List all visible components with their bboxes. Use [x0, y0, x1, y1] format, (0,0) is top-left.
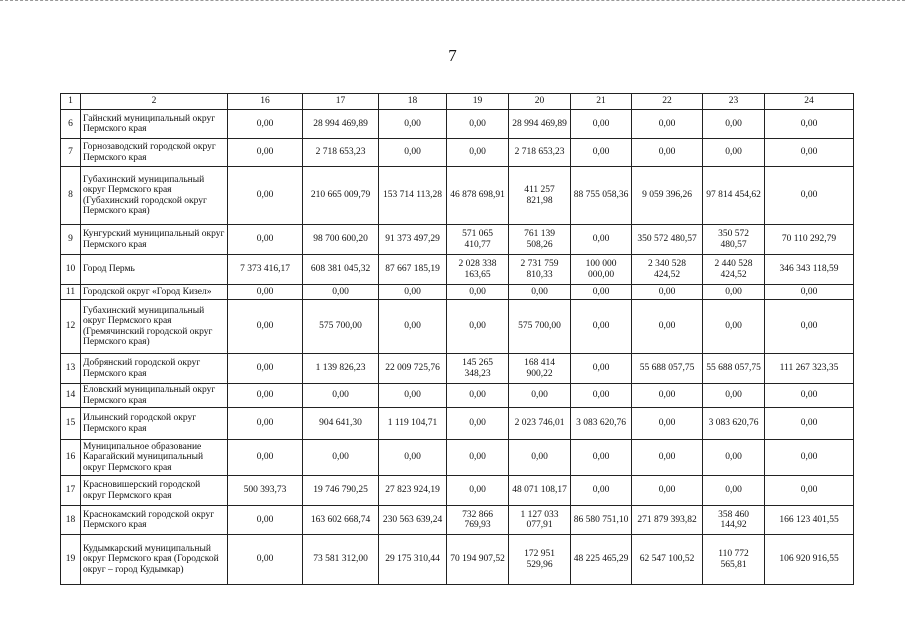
- table-row: [61, 285, 854, 300]
- value-col-21: 86 580 751,10: [571, 506, 632, 535]
- value-col-18: 0,00: [379, 384, 447, 408]
- table-row: [61, 167, 854, 225]
- value-col-18: 230 563 639,24: [379, 506, 447, 535]
- value-col-23: 97 814 454,62: [703, 167, 765, 225]
- header-cell: 17: [303, 94, 379, 110]
- municipality-name: Губахинский муниципальный округ Пермского края (Гремячинский городской округ Пермского края): [81, 300, 228, 354]
- value-col-20: 0,00: [509, 285, 571, 300]
- row-number: 8: [61, 167, 81, 225]
- municipality-name: Кудымкарский муниципальный округ Пермского края (Городской округ – город Кудымкар): [81, 535, 228, 585]
- value-col-23: 2 440 528 424,52: [703, 255, 765, 285]
- value-col-22: 0,00: [632, 384, 703, 408]
- row-number: 15: [61, 408, 81, 440]
- header-cell: 20: [509, 94, 571, 110]
- municipality-name: Город Пермь: [81, 255, 228, 285]
- value-col-19: 571 065 410,77: [447, 225, 509, 255]
- table-row: [61, 110, 854, 139]
- value-col-21: 48 225 465,29: [571, 535, 632, 585]
- value-col-24: 70 110 292,79: [765, 225, 854, 255]
- value-col-17: 163 602 668,74: [303, 506, 379, 535]
- municipality-name: Еловский муниципальный округ Пермского края: [81, 384, 228, 408]
- value-col-17: 210 665 009,79: [303, 167, 379, 225]
- value-col-19: 0,00: [447, 110, 509, 139]
- table-row: [61, 476, 854, 506]
- value-col-24: 166 123 401,55: [765, 506, 854, 535]
- value-col-17: 73 581 312,00: [303, 535, 379, 585]
- municipality-name: Муниципальное образование Карагайский муниципальный округ Пермского края: [81, 440, 228, 476]
- value-col-22: 0,00: [632, 440, 703, 476]
- value-col-21: 0,00: [571, 225, 632, 255]
- value-col-19: 2 028 338 163,65: [447, 255, 509, 285]
- header-cell: 23: [703, 94, 765, 110]
- value-col-19: 0,00: [447, 139, 509, 167]
- value-col-19: 0,00: [447, 300, 509, 354]
- value-col-18: 1 119 104,71: [379, 408, 447, 440]
- value-col-24: 0,00: [765, 300, 854, 354]
- row-number: 6: [61, 110, 81, 139]
- value-col-23: 350 572 480,57: [703, 225, 765, 255]
- header-cell: 19: [447, 94, 509, 110]
- value-col-22: 0,00: [632, 285, 703, 300]
- value-col-20: 2 718 653,23: [509, 139, 571, 167]
- value-col-18: 29 175 310,44: [379, 535, 447, 585]
- value-col-23: 110 772 565,81: [703, 535, 765, 585]
- row-number: 11: [61, 285, 81, 300]
- value-col-16: 0,00: [228, 225, 303, 255]
- value-col-20: 48 071 108,17: [509, 476, 571, 506]
- value-col-23: 0,00: [703, 384, 765, 408]
- value-col-17: 0,00: [303, 384, 379, 408]
- value-col-19: 0,00: [447, 440, 509, 476]
- value-col-20: 28 994 469,89: [509, 110, 571, 139]
- header-cell: 24: [765, 94, 854, 110]
- value-col-23: 358 460 144,92: [703, 506, 765, 535]
- value-col-24: 0,00: [765, 440, 854, 476]
- value-col-17: 98 700 600,20: [303, 225, 379, 255]
- value-col-16: 0,00: [228, 300, 303, 354]
- value-col-21: 0,00: [571, 354, 632, 384]
- value-col-22: 350 572 480,57: [632, 225, 703, 255]
- value-col-19: 0,00: [447, 384, 509, 408]
- value-col-17: 2 718 653,23: [303, 139, 379, 167]
- value-col-24: 346 343 118,59: [765, 255, 854, 285]
- value-col-23: 0,00: [703, 285, 765, 300]
- row-number: 19: [61, 535, 81, 585]
- value-col-20: 575 700,00: [509, 300, 571, 354]
- value-col-23: 55 688 057,75: [703, 354, 765, 384]
- value-col-19: 46 878 698,91: [447, 167, 509, 225]
- value-col-18: 0,00: [379, 110, 447, 139]
- header-cell: 2: [81, 94, 228, 110]
- value-col-18: 153 714 113,28: [379, 167, 447, 225]
- value-col-16: 0,00: [228, 535, 303, 585]
- value-col-18: 22 009 725,76: [379, 354, 447, 384]
- value-col-23: 0,00: [703, 300, 765, 354]
- value-col-21: 88 755 058,36: [571, 167, 632, 225]
- value-col-20: 2 731 759 810,33: [509, 255, 571, 285]
- value-col-23: 0,00: [703, 110, 765, 139]
- value-col-21: 100 000 000,00: [571, 255, 632, 285]
- municipality-name: Губахинский муниципальный округ Пермского края (Губахинский городской округ Пермского края): [81, 167, 228, 225]
- row-number: 18: [61, 506, 81, 535]
- value-col-17: 904 641,30: [303, 408, 379, 440]
- value-col-22: 2 340 528 424,52: [632, 255, 703, 285]
- value-col-24: 0,00: [765, 476, 854, 506]
- value-col-22: 62 547 100,52: [632, 535, 703, 585]
- value-col-20: 2 023 746,01: [509, 408, 571, 440]
- municipality-name: Красновишерский городской округ Пермского края: [81, 476, 228, 506]
- value-col-22: 55 688 057,75: [632, 354, 703, 384]
- value-col-21: 0,00: [571, 285, 632, 300]
- table-row: [61, 354, 854, 384]
- row-number: 13: [61, 354, 81, 384]
- value-col-21: 0,00: [571, 300, 632, 354]
- value-col-17: 608 381 045,32: [303, 255, 379, 285]
- value-col-19: 0,00: [447, 476, 509, 506]
- value-col-18: 0,00: [379, 440, 447, 476]
- row-number: 12: [61, 300, 81, 354]
- value-col-24: 0,00: [765, 167, 854, 225]
- value-col-22: 0,00: [632, 408, 703, 440]
- value-col-24: 0,00: [765, 408, 854, 440]
- value-col-18: 87 667 185,19: [379, 255, 447, 285]
- value-col-16: 0,00: [228, 354, 303, 384]
- value-col-21: 0,00: [571, 476, 632, 506]
- value-col-22: 0,00: [632, 139, 703, 167]
- row-number: 9: [61, 225, 81, 255]
- header-cell: 21: [571, 94, 632, 110]
- value-col-23: 3 083 620,76: [703, 408, 765, 440]
- value-col-18: 0,00: [379, 300, 447, 354]
- row-number: 10: [61, 255, 81, 285]
- value-col-20: 168 414 900,22: [509, 354, 571, 384]
- table-row: [61, 535, 854, 585]
- value-col-24: 0,00: [765, 139, 854, 167]
- value-col-17: 0,00: [303, 285, 379, 300]
- value-col-24: 0,00: [765, 285, 854, 300]
- value-col-23: 0,00: [703, 139, 765, 167]
- table-row: [61, 440, 854, 476]
- header-cell: 1: [61, 94, 81, 110]
- value-col-22: 9 059 396,26: [632, 167, 703, 225]
- table-row: [61, 139, 854, 167]
- table-row: [61, 225, 854, 255]
- value-col-24: 0,00: [765, 384, 854, 408]
- value-col-21: 3 083 620,76: [571, 408, 632, 440]
- value-col-16: 7 373 416,17: [228, 255, 303, 285]
- municipality-name: Гайнский муниципальный округ Пермского края: [81, 110, 228, 139]
- municipality-name: Горнозаводский городской округ Пермского края: [81, 139, 228, 167]
- value-col-18: 91 373 497,29: [379, 225, 447, 255]
- table-row: [61, 408, 854, 440]
- value-col-19: 0,00: [447, 285, 509, 300]
- table-row: [61, 384, 854, 408]
- value-col-21: 0,00: [571, 384, 632, 408]
- row-number: 7: [61, 139, 81, 167]
- value-col-18: 0,00: [379, 139, 447, 167]
- value-col-21: 0,00: [571, 110, 632, 139]
- value-col-21: 0,00: [571, 139, 632, 167]
- value-col-17: 0,00: [303, 440, 379, 476]
- page-top-edge: [0, 0, 905, 4]
- row-number: 17: [61, 476, 81, 506]
- value-col-24: 106 920 916,55: [765, 535, 854, 585]
- value-col-16: 0,00: [228, 139, 303, 167]
- value-col-19: 70 194 907,52: [447, 535, 509, 585]
- value-col-17: 1 139 826,23: [303, 354, 379, 384]
- value-col-18: 0,00: [379, 285, 447, 300]
- municipality-name: Добрянский городской округ Пермского края: [81, 354, 228, 384]
- value-col-22: 0,00: [632, 476, 703, 506]
- value-col-19: 0,00: [447, 408, 509, 440]
- municipality-name: Краснокамский городской округ Пермского края: [81, 506, 228, 535]
- row-number: 14: [61, 384, 81, 408]
- value-col-22: 0,00: [632, 110, 703, 139]
- budget-table: [60, 93, 854, 585]
- value-col-19: 145 265 348,23: [447, 354, 509, 384]
- value-col-24: 0,00: [765, 110, 854, 139]
- value-col-16: 0,00: [228, 110, 303, 139]
- value-col-20: 0,00: [509, 440, 571, 476]
- value-col-20: 1 127 033 077,91: [509, 506, 571, 535]
- header-row: [61, 94, 854, 110]
- value-col-20: 172 951 529,96: [509, 535, 571, 585]
- value-col-20: 761 139 508,26: [509, 225, 571, 255]
- value-col-22: 0,00: [632, 300, 703, 354]
- value-col-24: 111 267 323,35: [765, 354, 854, 384]
- value-col-18: 27 823 924,19: [379, 476, 447, 506]
- header-cell: 18: [379, 94, 447, 110]
- value-col-16: 0,00: [228, 384, 303, 408]
- value-col-17: 575 700,00: [303, 300, 379, 354]
- value-col-17: 19 746 790,25: [303, 476, 379, 506]
- value-col-16: 0,00: [228, 506, 303, 535]
- table-row: [61, 255, 854, 285]
- row-number: 16: [61, 440, 81, 476]
- value-col-23: 0,00: [703, 476, 765, 506]
- municipality-name: Ильинский городской округ Пермского края: [81, 408, 228, 440]
- value-col-22: 271 879 393,82: [632, 506, 703, 535]
- table-row: [61, 506, 854, 535]
- value-col-20: 411 257 821,98: [509, 167, 571, 225]
- municipality-name: Городской округ «Город Кизел»: [81, 285, 228, 300]
- value-col-23: 0,00: [703, 440, 765, 476]
- value-col-21: 0,00: [571, 440, 632, 476]
- value-col-17: 28 994 469,89: [303, 110, 379, 139]
- value-col-16: 500 393,73: [228, 476, 303, 506]
- value-col-19: 732 866 769,93: [447, 506, 509, 535]
- value-col-20: 0,00: [509, 384, 571, 408]
- header-cell: 16: [228, 94, 303, 110]
- value-col-16: 0,00: [228, 167, 303, 225]
- page-number: 7: [448, 46, 457, 65]
- header-cell: 22: [632, 94, 703, 110]
- table-row: [61, 300, 854, 354]
- municipality-name: Кунгурский муниципальный округ Пермского края: [81, 225, 228, 255]
- value-col-16: 0,00: [228, 440, 303, 476]
- value-col-16: 0,00: [228, 408, 303, 440]
- value-col-16: 0,00: [228, 285, 303, 300]
